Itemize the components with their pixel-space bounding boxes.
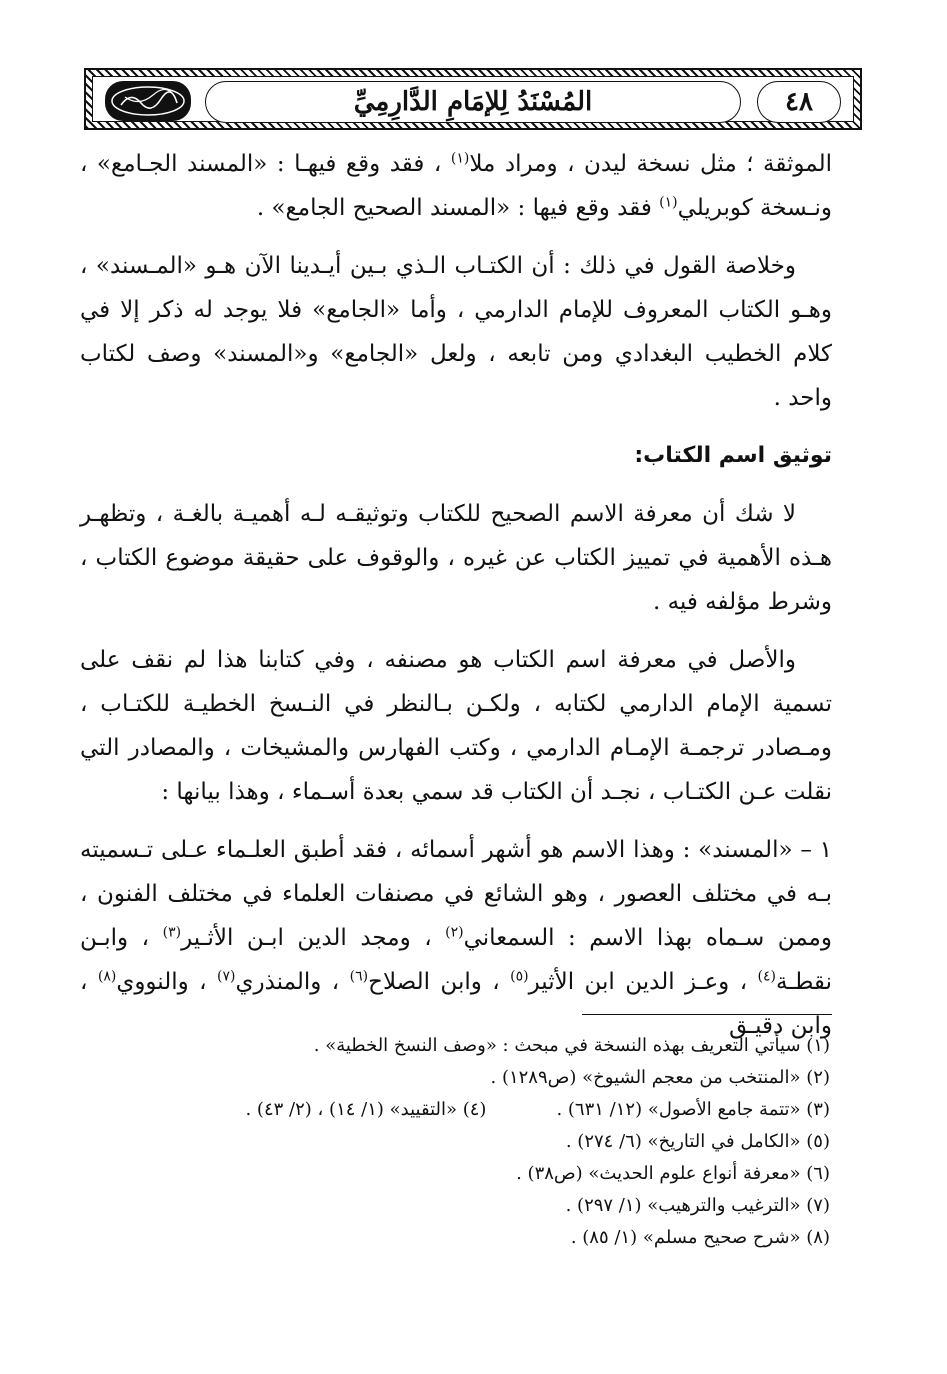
book-title: المُسْنَدُ لِلإمَامِ الدَّارِمِيِّ (353, 87, 593, 117)
footnote-1: (١) سيأتي التعريف بهذه النسخة في مبحث : «وصف النسخ الخطية» . (313, 1035, 830, 1056)
footnote-ref: (١) (450, 150, 470, 167)
footnote-ref: (١) (659, 194, 678, 211)
footnote-6: (٦) «معرفة أنواع علوم الحديث» (ص٣٨) . (516, 1163, 830, 1184)
footnote-2: (٢) «المنتخب من معجم الشيوخ» (ص١٢٨٩) . (490, 1067, 830, 1088)
footnote-5: (٥) «الكامل في التاريخ» (٦/ ٢٧٤) . (565, 1131, 830, 1152)
page-header (84, 68, 862, 130)
paragraph-1: الموثقة ؛ مثل نسخة ليدن ، ومراد ملا$^{(١)}$ ، فقد وقع فيهـا : «المسند الجـامع» ، ونـسخة كوبريلي$^{(١)}$ فقد وقع فيها : «المسند الصحيح الجامع» . (80, 150, 832, 221)
footnote-ref: (٤) (757, 968, 776, 985)
page-number-oval (757, 81, 841, 123)
footnote-7: (٧) «الترغيب والترهيب» (١/ ٢٩٧) . (565, 1195, 830, 1216)
footnote-8: (٨) «شرح صحيح مسلم» (١/ ٨٥) . (570, 1227, 830, 1248)
paragraph-5: ١ – «المسند» : وهذا الاسم هو أشهر أسمائه ، فقد أطبق العلـماء عـلى تـسميته بـه في مختلف العصور ، وهو الشائع في مصنفات العلماء في مختلف الفنون ، وممن سـماه بهذا الاسم : السمعاني$^{(٢)}$ ، ومجد الدين ابـن الأثـير$^{(٣)}$ ، وابـن نقطـة$^{(٤)}$ ، وعـز الدين ابن الأثير$^{(٥)}$ ، وابن الصلاح$^{(٦)}$ ، والمنذري$^{(٧)}$ ، والنووي$^{(٨)}$ ، وابن دقيـق (80, 837, 832, 1039)
footnotes (80, 1030, 830, 1254)
footnote-3: (٣) «تتمة جامع الأصول» (١٢/ ٦٣١) . (556, 1099, 830, 1120)
footnote-ref: (٦) (349, 968, 369, 985)
title-cartouche (205, 81, 741, 123)
title-emblem (105, 81, 191, 121)
paragraph-3: لا شك أن معرفة الاسم الصحيح للكتاب وتوثيقـه لـه أهميـة بالغـة ، وتظهـر هـذه الأهمية في تمييز الكتاب عن غيره ، والوقوف على حقيقة موضوع الكتاب ، وشرط مؤلفه فيه . (80, 501, 832, 615)
footnote-4: (٤) «التقييد» (١/ ١٤) ، (٢/ ٤٣) . (245, 1099, 487, 1120)
page-number: ٤٨ (785, 87, 813, 117)
footnote-ref: (٨) (97, 968, 117, 985)
footnote-ref: (٢) (445, 924, 464, 941)
main-text (80, 142, 832, 1062)
paragraph-2: وخلاصة القول في ذلك : أن الكتـاب الـذي بـين أيـدينا الآن هـو «المـسند» ، وهـو الكتاب المعروف للإمام الدارمي ، وأما «الجامع» فلا يوجد له ذكر إلا في كلام الخطيب البغدادي ومن تابعه ، ولعل «الجامع» و«المسند» وصف لكتاب واحد . (80, 253, 832, 411)
section-heading: توثيق اسم الكتاب: (634, 443, 832, 468)
footnote-ref: (٧) (217, 968, 236, 985)
footnote-row (80, 1094, 830, 1126)
header-frame (92, 76, 854, 122)
book-title-emblem-icon (109, 85, 187, 117)
paragraph-4: والأصل في معرفة اسم الكتاب هو مصنفه ، وفي كتابنا هذا لم نقف على تسمية الإمام الدارمي لكتابه ، ولكـن بـالنظر في النـسخ الخطيـة للكتـاب ، ومـصادر ترجمـة الإمـام الدارمي ، وكتب الفهارس والمشيخات ، والمصادر التي نقلت عـن الكتـاب ، نجـد أن الكتاب قد سمي بعدة أسـماء ، وهذا بيانها : (80, 647, 832, 805)
footnote-ref: (٥) (510, 968, 529, 985)
footnote-separator (582, 1014, 832, 1015)
footnote-ref: (٣) (162, 924, 182, 941)
